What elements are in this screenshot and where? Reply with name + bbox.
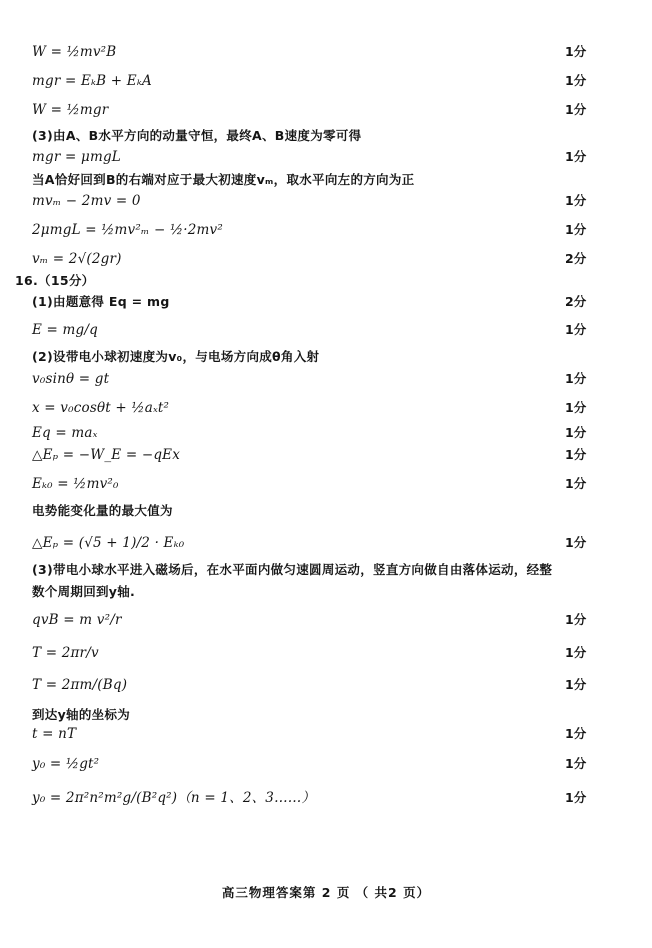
line-content: vₘ = 2√(2gr) [32,251,122,267]
score-mark: 1分 [565,645,587,660]
line-content: mvₘ − 2mv = 0 [32,193,141,209]
line-content: x = v₀cosθt + ½aₓt² [32,400,170,416]
answer-line [0,247,652,271]
answer-line [0,608,652,632]
score-mark: 1分 [565,756,587,771]
score-mark: 2分 [565,251,587,266]
question-heading: 16.（15分） [15,273,95,288]
score-mark: 1分 [565,102,587,117]
line-content: W = ½mgr [32,102,109,118]
line-content: (3)由A、B水平方向的动量守恒，最终A、B速度为零可得 [32,128,362,143]
score-mark: 1分 [565,322,587,337]
answer-line [0,318,652,342]
score-mark: 1分 [565,535,587,550]
answer-line [0,443,652,467]
answer-line [0,145,652,169]
answer-line [0,580,652,604]
answer-line [0,396,652,420]
line-content: 电势能变化量的最大值为 [32,503,173,518]
line-content: Eₖ₀ = ½mv²₀ [32,476,119,492]
answer-line [0,499,652,523]
answer-line [0,290,652,314]
score-mark: 1分 [565,193,587,208]
answer-line [0,69,652,93]
line-content: (2)设带电小球初速度为v₀，与电场方向成θ角入射 [32,349,320,364]
line-content: y₀ = 2π²n²m²g/(B²q²)（n = 1、2、3……） [32,790,316,806]
score-mark: 1分 [565,726,587,741]
line-content: qvB = m v²/r [32,612,122,628]
answer-line [0,752,652,776]
line-content: T = 2πr/v [32,645,99,661]
score-mark: 1分 [565,371,587,386]
answer-line [0,786,652,810]
line-content: mgr = μmgL [32,149,121,165]
answer-line [0,531,652,555]
score-mark: 1分 [565,222,587,237]
line-content: T = 2πm/(Bq) [32,677,128,693]
score-mark: 1分 [565,44,587,59]
page-footer: 高三物理答案第 2 页 （ 共2 页） [221,885,431,900]
score-mark: 2分 [565,294,587,309]
score-mark: 1分 [565,790,587,805]
answer-line [0,218,652,242]
score-mark: 1分 [565,476,587,491]
line-content: v₀sinθ = gt [32,371,110,387]
line-content: (1)由题意得 Eq = mg [32,294,170,309]
line-content: Eq = maₓ [32,425,98,441]
line-content: 2μmgL = ½mv²ₘ − ½·2mv² [32,222,223,238]
score-mark: 1分 [565,677,587,692]
answer-line [0,189,652,213]
line-content: y₀ = ½gt² [32,756,100,772]
answer-line [0,421,652,445]
line-content: 到达y轴的坐标为 [32,707,131,722]
line-content: 数个周期回到y轴. [32,584,136,599]
answer-line [0,40,652,64]
line-content: △Eₚ = −W_E = −qEx [32,447,181,463]
score-mark: 1分 [565,400,587,415]
answer-line [0,472,652,496]
score-mark: 1分 [565,425,587,440]
score-mark: 1分 [565,447,587,462]
answer-line [0,722,652,746]
score-mark: 1分 [565,149,587,164]
line-content: E = mg/q [32,322,98,338]
answer-line [0,98,652,122]
line-content: mgr = EₖB + EₖA [32,73,152,89]
answer-line [0,367,652,391]
line-content: t = nT [32,726,77,742]
score-mark: 1分 [565,612,587,627]
answer-line [0,345,652,369]
line-content: (3)带电小球水平进入磁场后，在水平面内做匀速圆周运动，竖直方向做自由落体运动，经整 [32,562,553,577]
line-content: 当A恰好回到B的右端对应于最大初速度vₘ，取水平向左的方向为正 [32,172,415,187]
answer-line [0,558,652,582]
answer-line [0,673,652,697]
line-content: W = ½mv²B [32,44,117,60]
score-mark: 1分 [565,73,587,88]
answer-line [0,641,652,665]
line-content: △Eₚ = (√5 + 1)/2 · Eₖ₀ [32,535,185,551]
